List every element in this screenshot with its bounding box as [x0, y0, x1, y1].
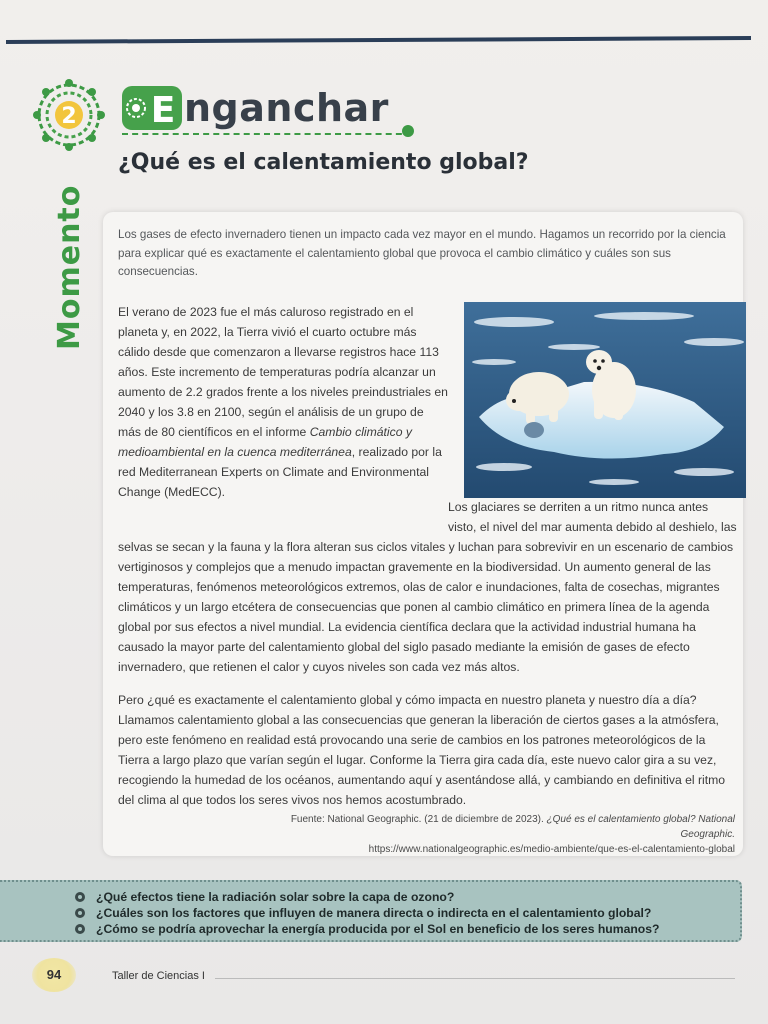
- page-heading: ¿Qué es el calentamiento global?: [118, 150, 529, 175]
- question-text: ¿Cómo se podría aprovechar la energía producida por el Sol en beneficio de los seres humanos?: [96, 922, 660, 936]
- momento-badge-icon: [32, 78, 106, 152]
- question-item: [96, 890, 454, 904]
- paragraph-1-text-a: El verano de 2023 fue el más caluroso registrado en el planeta y, en 2022, la Tierra vivió el cuarto octubre más cálido desde que comenzaron a llevarse registros hace 113 años. Este incremento de temperaturas podría alcanzar un aumento de 2.2 grados frente a los niveles preindustriales en 2040 y los 3.8 en 2100, según el análisis de un grupo de más de 80 científicos en el informe: [118, 305, 448, 439]
- page-number: 94: [32, 958, 76, 992]
- section-letter: E: [150, 90, 176, 130]
- report-title: Cambio climático y medioambiental en la cuenca mediterránea: [118, 425, 412, 459]
- top-rule: [6, 36, 751, 44]
- paragraph-2: [118, 497, 738, 677]
- source-url: https://www.nationalgeographic.es/medio-ambiente/que-es-el-calentamiento-global: [368, 844, 735, 855]
- float-spacer: [118, 497, 448, 537]
- question-text: ¿Qué efectos tiene la radiación solar sobre la capa de ozono?: [96, 890, 455, 904]
- source-text: Fuente: National Geographic. (21 de diciembre de 2023).: [290, 814, 547, 825]
- paragraph-3: Pero ¿qué es exactamente el calentamiento global y cómo impacta en nuestro planeta y nuestro día a día? Llamamos calentamiento global a las consecuencias que generan la liberación de ciertos gases a la atmósfera, pero este fenómeno en realidad está provocando una serie de cambios en los patrones meteorológicos de la Tierra a largo plazo que varían según el lugar. Conforme la Tierra gira cada día, este nuevo calor gira a su vez, recogiendo la humedad de los océanos, aumentando aquí y asentándose allá, y cambiando en definitiva el ritmo del clima al que todos los seres vivos nos hemos acostumbrado.: [118, 693, 726, 807]
- flower-bullet-icon: [74, 891, 86, 903]
- book-title: Taller de Ciencias I: [112, 970, 205, 982]
- section-title: [122, 86, 422, 146]
- paragraph-1-text-b: , realizado por la red Mediterranean Experts on Climate and Environmental Change (MedECC).: [118, 445, 442, 499]
- polar-bears-photo: [464, 302, 746, 498]
- flower-icon: [122, 86, 182, 130]
- source-title: ¿Qué es el calentamiento global? National Geographic.: [546, 814, 735, 840]
- question-text: ¿Cuáles son los factores que influyen de manera directa o indirecta en el calentamiento global?: [96, 906, 652, 920]
- question-item: [96, 906, 651, 920]
- source-citation: [240, 812, 735, 857]
- section-title-text: nganchar: [184, 86, 389, 130]
- momento-number: 2: [61, 104, 77, 129]
- paragraph-1: [118, 302, 448, 502]
- question-item: [96, 922, 659, 936]
- intro-paragraph: Los gases de efecto invernadero tienen un impacto cada vez mayor en el mundo. Hagamos un recorrido por la ciencia para explicar qué es exactamente el calentamiento global que provoca el cambio climático y cuáles son sus consecuencias.: [118, 228, 726, 278]
- momento-label: Momento: [52, 184, 87, 350]
- title-dot: [402, 125, 414, 137]
- title-underline: [122, 131, 412, 135]
- footer-rule: [215, 978, 735, 979]
- flower-bullet-icon: [74, 907, 86, 919]
- section-letter-box: [122, 86, 182, 130]
- questions-band: [0, 880, 742, 942]
- paragraph-2-text: Los glaciares se derriten a un ritmo nunca antes visto, el nivel del mar aumenta debido al deshielo, las selvas se secan y la fauna y la flora alteran sus ciclos vitales y luchan para sobrevivir en un escenario de cambios vertiginosos y complejos que a menudo impactan gravemente en la biodiversidad. Un aumento general de las temperaturas, fenómenos meteorológicos extremos, olas de calor e inundaciones, falta de cosechas, migrantes climáticos y un largo etcétera de consecuencias que ponen al cambio climático en primera línea de la agenda global por sus efectos a nivel mundial. La evidencia científica declara que la actividad industrial humana ha causado la mayor parte del calentamiento global del siglo pasado mediante la emisión de gases de efecto invernadero, que retienen el calor y cuyos niveles son cada vez más altos.: [118, 500, 737, 674]
- flower-bullet-icon: [74, 923, 86, 935]
